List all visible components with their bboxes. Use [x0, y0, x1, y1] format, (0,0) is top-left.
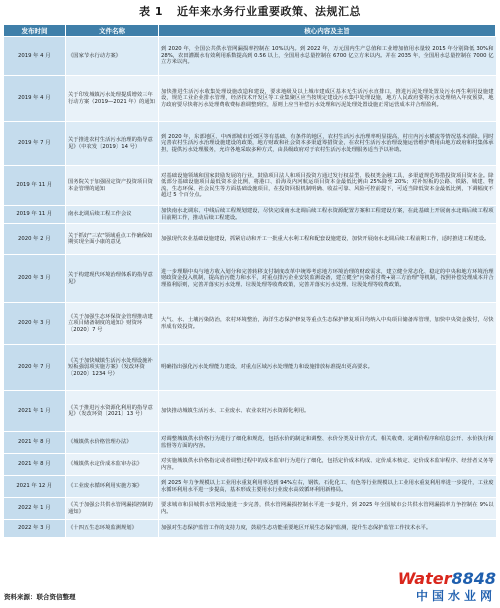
row-document-name: 南水北调后续工程工作会议 — [66, 206, 159, 224]
row-document-name: 《关于推进污水资源化利用的指导意见》（发改环资〔2021〕13 号） — [66, 391, 159, 432]
row-date: 2020 年 3 月 — [4, 303, 66, 345]
row-document-name: 国务院关于加强固定资产投资项目资本金管理的通知 — [66, 166, 159, 206]
table-title-text: 近年来水务行业重要政策、法规汇总 — [176, 5, 361, 18]
table-row — [4, 76, 496, 122]
table-header-row — [4, 25, 496, 37]
row-core-content: 对调整城镇供水价格行为进行了细化和规范，包括水价的制定和调整、水价分类及计价方式、相关收费、定调价程序和信息公开、水价执行和监督等方面的内容。 — [159, 432, 496, 454]
table-row — [4, 122, 496, 166]
watermark-logo-main: Water — [397, 569, 452, 588]
source-note: 资料来源：联合资信整理 — [4, 593, 76, 601]
row-date: 2021 年 8 月 — [4, 454, 66, 476]
row-core-content: 对实施城镇供水价格指定或者调整过程中的成本监审行为进行了细化，包括定价成本构成、定价成本核定、定价成本监审程序、经营者义务等内容。 — [159, 454, 496, 476]
table-row — [4, 345, 496, 391]
table-row — [4, 498, 496, 520]
table-row — [4, 206, 496, 224]
row-document-name: 《十四五生态环境监测规划》 — [66, 520, 159, 538]
row-date: 2022 年 1 月 — [4, 498, 66, 520]
watermark-logo — [376, 570, 496, 606]
table-row — [4, 303, 496, 345]
row-date: 2020 年 3 月 — [4, 255, 66, 303]
row-core-content: 加快推动城镇生活污水、工业废水、农业农村污水资源化利用。 — [159, 391, 496, 432]
row-date: 2021 年 12 月 — [4, 476, 66, 498]
table-row — [4, 37, 496, 76]
row-document-name: 关于抓好"三农"领域重点工作确保如期实现全面小康的意见 — [66, 224, 159, 255]
table-row — [4, 476, 496, 498]
row-document-name: 关于推进农村生活污水治理的指导意见》（中农发〔2019〕14 号） — [66, 122, 159, 166]
row-date: 2019 年 7 月 — [4, 122, 66, 166]
row-date: 2021 年 1 月 — [4, 391, 66, 432]
table-row — [4, 255, 496, 303]
row-core-content: 加强对生态保护监管工作的支持力度，鼓励生态功能重要地区开展生态保护监测，提升生态保护监管工作技术水平。 — [159, 520, 496, 538]
row-core-content: 大气、水、土壤污染防治，农村环境整治，海洋生态保护修复等重点生态保护修复项目均纳入中央项目储备库管理，加快中央资金拨付，尽快形成有效投资。 — [159, 303, 496, 345]
row-core-content: 明确指出强化污水处理能力建设，对重点区域污水处理能力和设施排放标准提出更高要求。 — [159, 345, 496, 391]
watermark-logo-cn: 中国水业网 — [415, 589, 496, 603]
row-document-name: 《关于加强生态环保资金管理推动建立项目储备制度的通知》财资环〔2020〕7 号 — [66, 303, 159, 345]
row-date: 2019 年 11 月 — [4, 206, 66, 224]
row-document-name: 《关于加强公共供水管网漏损控制的通知》 — [66, 498, 159, 520]
row-date: 2020 年 2 月 — [4, 224, 66, 255]
row-core-content: 要求城市和县城供水管网设施进一步完善，供水管网漏损控制水平进一步提升，到 2025 年全国城市公共供水管网漏损率力争控制在 9%以内。 — [159, 498, 496, 520]
watermark-logo-text — [376, 570, 496, 588]
row-date: 2019 年 4 月 — [4, 37, 66, 76]
table-number: 表 1 — [139, 5, 163, 18]
row-date: 2019 年 11 月 — [4, 166, 66, 206]
row-core-content: 加快南水北调东、中线后续工程规划建设，尽快完成南水北调后续工程水资源配置方案和工程建设方案，在此基础上开展南水北调后续工程项目前期工作，推动后续工程建设。 — [159, 206, 496, 224]
table-body — [4, 37, 496, 538]
row-core-content: 进一步理顺中央与地方收入划分和完善转移支付制度改革中统筹考虑地方环境治理的财政需求，建立健全常态化、稳定的中央和地方环境治理财政资金投入机制，提高治污能力和水平，对重点排污企业安装监测设备，建立健全"污染者付费+第三方治理"等机制，按照补偿处理成本并合理盈利原则，完善并落实污水处理、垃圾处理等收费政策，完善并落实污水处理、垃圾处理等收费政策。 — [159, 255, 496, 303]
row-date: 2021 年 8 月 — [4, 432, 66, 454]
row-document-name: 《关于加快城镇生活污水处理设施补短板强弱项实施方案》（发改环资〔2020〕1234 号） — [66, 345, 159, 391]
table-row — [4, 520, 496, 538]
row-core-content: 到 2025 年力争规模以上工业用水重复利用率达到 94%左右，钢铁、石化化工、有色等行业规模以上工业用水重复利用率进一步提升，工业废水循环利用水平进一步提高，基本形成主要用水行业废水高效循环利用新格局。 — [159, 476, 496, 498]
row-document-name: 《城镇供水定价成本监审办法》 — [66, 454, 159, 476]
row-date: 2022 年 3 月 — [4, 520, 66, 538]
row-core-content: 加强现代农业基础设施建设，抓紧启动和开工一批重大水利工程和配套设施建设，加快开展南水北调后续工程前期工作，适时推进工程建设。 — [159, 224, 496, 255]
row-document-name: 《城镇供水价格管理办法》 — [66, 432, 159, 454]
row-document-name: 关于构建现代环境治理体系的指导意见》 — [66, 255, 159, 303]
header-core: 核心内容及主旨 — [159, 25, 496, 37]
policy-table — [3, 24, 496, 538]
table-row — [4, 166, 496, 206]
row-core-content: 加快推进生活污水收集处理设施改造和建设，要求地级及以上城市建成区基本无生活污水直排口，推进污泥处理处置及污水再生利用设施建设，规范工业企业排水管理，经济技术开发区等工业集聚区应当按规定建设污水集中处理设施，地方人民政府要将污水处理纳入年度预算，地方政府要尽快将污水处理费收费标准调整到位，原则上应当补偿污水处理和污泥处理处置设施正常运营成本并合理盈利。 — [159, 76, 496, 122]
table-row — [4, 432, 496, 454]
row-core-content: 到 2020 年，全国公共供水管网漏损率控制在 10%以内。到 2022 年，万元国内生产总值和工业增加值用水量较 2015 年分别降低 30%和 28%，农田灌溉水有效利用系数提高到 0.56 以上，全国用水总量控制在 6700 亿立方米以内。并在 2035 年，全国用水总量控制在 7000 亿立方米以内。 — [159, 37, 496, 76]
row-document-name: 《国家节水行动方案》 — [66, 37, 159, 76]
row-document-name: 关于印发城镇污水处理提质增效三年行动方案（2019—2021 年）的通知 — [66, 76, 159, 122]
table-title — [0, 3, 500, 19]
row-core-content: 对基础设施领域和国家鼓励发展的行业，鼓励项目法人和项目投资方通过发行权益型、股权类金融工具，多渠道规范筹措投资项目资本金。降低部分基础设施项目最低资本金比例，将港口、沿海及内河航运项目资本金最低比例由 25%降至 20%；对补短板的公路、铁路、城建、物流、生态环保、社会民生等方面基础设施项目，在投资回报机制明确、收益可靠、风险可控前提下，可适当降低资本金最低比例，下调幅度不超过 5 个百分点。 — [159, 166, 496, 206]
table-row — [4, 224, 496, 255]
row-document-name: 《工业废水循环利用实施方案》 — [66, 476, 159, 498]
header-date: 发布时间 — [4, 25, 66, 37]
row-date: 2020 年 7 月 — [4, 345, 66, 391]
table-row — [4, 454, 496, 476]
table-row — [4, 391, 496, 432]
row-date: 2019 年 4 月 — [4, 76, 66, 122]
row-core-content: 到 2020 年，东部地区、中西部城市近郊区等有基础、有条件的地区，农村生活污水治理率明显提高，村庄内污水横流等情况基本消除。同时完善农村生活污水治理设施建设的政策，地方财政和社会资本多渠道筹措资金，在农村生活污水治理设施运营维护费用由地方政府和村集体承担，提供污水处理服务，允许各地采取多种方式，由县级政府对于农村生活污水处理服务适当予以补助。 — [159, 122, 496, 166]
header-doc: 文件名称 — [66, 25, 159, 37]
watermark-logo-digits: 8848 — [451, 569, 496, 588]
